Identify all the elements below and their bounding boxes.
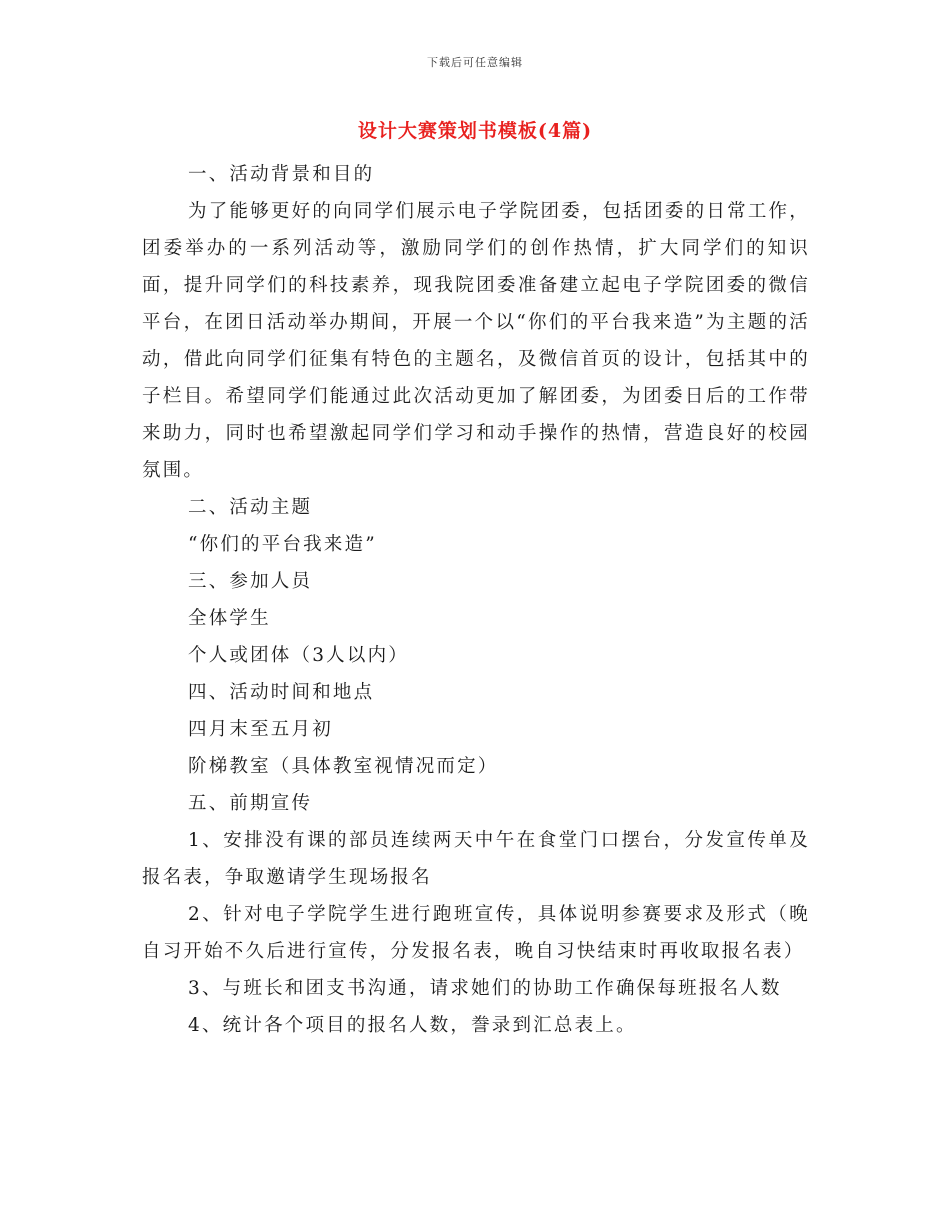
list-item-publicity-2: 2、针对电子学院学生进行跑班宣传，具体说明参赛要求及形式（晚自习开始不久后进行宣传，分发报名表，晚自习快结束时再收取报名表） — [142, 904, 810, 962]
list-item-publicity-1: 1、安排没有课的部员连续两天中午在食堂门口摆台，分发宣传单及报名表，争取邀请学生现场报名 — [142, 830, 810, 888]
document-body — [142, 156, 810, 1044]
paragraph-background: 为了能够更好的向同学们展示电子学院团委，包括团委的日常工作，团委举办的一系列活动等，激励同学们的创作热情，扩大同学们的知识面，提升同学们的科技素养，现我院团委准备建立起电子学院团委的微信平台，在团日活动举办期间，开展一个以“你们的平台我来造”为主题的活动，借此向同学们征集有特色的主题名，及微信首页的设计，包括其中的子栏目。希望同学们能通过此次活动更加了解团委，为团委日后的工作带来助力，同时也希望激起同学们学习和动手操作的热情，营造良好的校园氛围。 — [142, 201, 810, 481]
section-heading-publicity: 五、前期宣传 — [188, 793, 313, 814]
paragraph-time: 四月末至五月初 — [188, 719, 333, 740]
paragraph-participants-team: 个人或团体（3人以内） — [188, 645, 409, 666]
page-header-note: 下载后可任意编辑 — [427, 56, 523, 69]
paragraph-participants-all: 全体学生 — [188, 608, 271, 629]
list-item-publicity-3: 3、与班长和团支书沟通，请求她们的协助工作确保每班报名人数 — [188, 978, 782, 999]
section-heading-time-place: 四、活动时间和地点 — [188, 682, 375, 703]
document-title: 设计大赛策划书模板(4篇) — [357, 120, 593, 142]
paragraph-place: 阶梯教室（具体教室视情况而定） — [188, 756, 499, 777]
section-heading-background: 一、活动背景和目的 — [188, 164, 375, 185]
paragraph-theme: “你们的平台我来造” — [188, 534, 377, 555]
section-heading-participants: 三、参加人员 — [188, 571, 313, 592]
list-item-publicity-4: 4、统计各个项目的报名人数，誊录到汇总表上。 — [188, 1015, 637, 1036]
section-heading-theme: 二、活动主题 — [188, 497, 313, 518]
